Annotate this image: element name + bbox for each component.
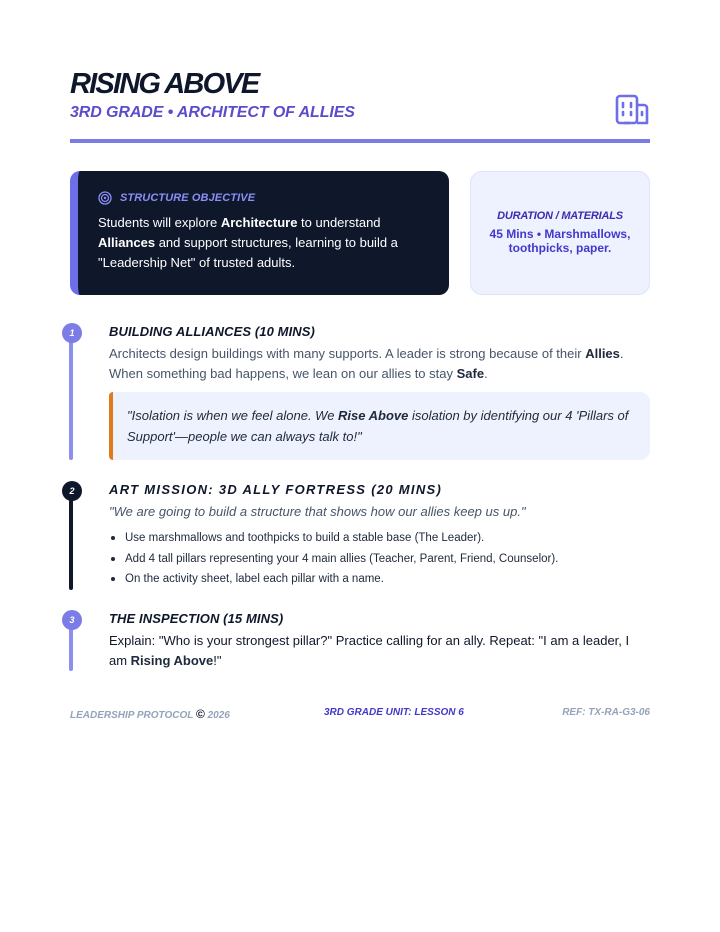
section-2-badge: 2 (62, 481, 82, 501)
copyright-symbol: © (195, 707, 205, 721)
list-item: Use marshmallows and toothpicks to build a stable base (The Leader). (109, 528, 650, 549)
section-2-bullets (109, 528, 650, 590)
objective-text: Students will explore Architecture to understand Alliances and support structures, learning to build a "Leadership Net" of trusted adults. (98, 215, 398, 270)
footer-protocol: LEADERSHIP PROTOCOL © 2026 (70, 707, 230, 721)
page-footer (70, 707, 650, 721)
duration-label: DURATION / MATERIALS (497, 210, 623, 222)
list-item: On the activity sheet, label each pillar with a name. (109, 569, 650, 590)
duration-value: 45 Mins • Marshmallows, toothpicks, paper. (489, 227, 631, 255)
objective-card (70, 171, 449, 295)
section-3-title: THE INSPECTION (15 MINS) (109, 611, 284, 626)
section-3-text: Explain: "Who is your strongest pillar?" Practice calling for an ally. Repeat: "I am a leader, I am Rising Above!" (109, 633, 630, 668)
section-1-rail (69, 324, 73, 460)
header-divider (70, 139, 650, 143)
section-1-text: Architects design buildings with many supports. A leader is strong because of their Allies. When something bad happens, we lean on our allies to stay Safe. (109, 346, 624, 381)
page-title: RISING ABOVE (70, 68, 259, 100)
section-1-title: BUILDING ALLIANCES (10 MINS) (109, 324, 315, 339)
section-3-badge: 3 (62, 610, 82, 630)
footer-ref: REF: TX-RA-G3-06 (562, 707, 650, 718)
building-icon (614, 93, 650, 125)
duration-card (470, 171, 650, 295)
page-subtitle: 3RD GRADE • ARCHITECT OF ALLIES (70, 104, 355, 121)
footer-unit: 3RD GRADE UNIT: LESSON 6 (324, 707, 464, 718)
list-item: Add 4 tall pillars representing your 4 main allies (Teacher, Parent, Friend, Counselor). (109, 549, 650, 570)
section-2-quote: "We are going to build a structure that shows how our allies keep us up." (109, 504, 526, 519)
objective-header (98, 191, 255, 205)
target-icon (98, 191, 112, 205)
section-1-badge: 1 (62, 323, 82, 343)
section-1-callout (109, 392, 650, 460)
section-2-title: ART MISSION: 3D ALLY FORTRESS (20 MINS) (109, 482, 443, 497)
objective-label: STRUCTURE OBJECTIVE (120, 192, 256, 204)
callout-text: "Isolation is when we feel alone. We Rise Above isolation by identifying our 4 'Pillars of Support'—people we can always talk to!" (127, 408, 629, 444)
